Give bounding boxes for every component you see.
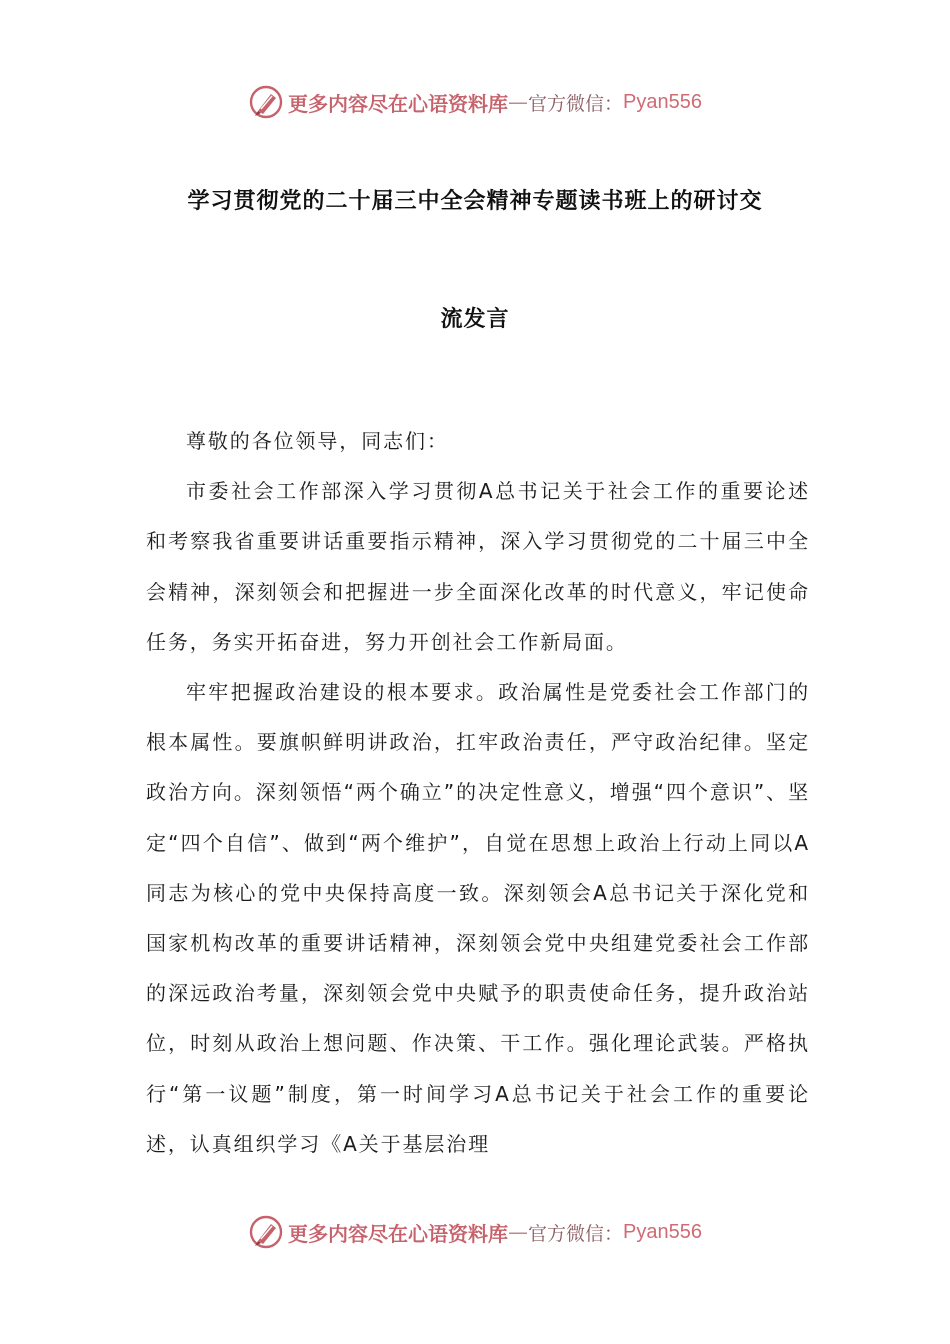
banner-site-name: 更多内容尽在心语资料库	[288, 1221, 508, 1246]
banner-site-name: 更多内容尽在心语资料库	[288, 91, 508, 116]
document-body	[146, 416, 810, 1169]
banner-separator: —	[508, 90, 528, 114]
pen-nib-logo-icon	[248, 1214, 284, 1250]
header-watermark-banner	[0, 82, 950, 122]
footer-watermark-banner	[0, 1212, 950, 1252]
banner-wechat-id: Pyan556	[623, 1220, 702, 1243]
intro-paragraph: 市委社会工作部深入学习贯彻A总书记关于社会工作的重要论述和考察我省重要讲话重要指示精神，深入学习贯彻党的二十届三中全会精神，深刻领会和把握进一步全面深化改革的时代意义，牢记使命任务，务实开拓奋进，努力开创社会工作新局面。	[146, 479, 810, 654]
document-title-line-1: 学习贯彻党的二十届三中全会精神专题读书班上的研讨交	[187, 189, 763, 214]
pen-nib-logo-icon	[248, 84, 284, 120]
document-title-line-2: 流发言	[440, 307, 510, 332]
salutation-paragraph: 尊敬的各位领导，同志们：	[186, 429, 449, 453]
political-construction-paragraph: 牢牢把握政治建设的根本要求。政治属性是党委社会工作部门的根本属性。要旗帜鲜明讲政治，扛牢政治责任，严守政治纪律。坚定政治方向。深刻领悟“两个确立”的决定性意义，增强“四个意识”、坚定“四个自信”、做到“两个维护”，自觉在思想上政治上行动上同以A同志为核心的党中央保持高度一致。深刻领会A总书记关于深化党和国家机构改革的重要讲话精神，深刻领会党中央组建党委社会工作部的深远政治考量，深刻领会党中央赋予的职责使命任务，提升政治站位，时刻从政治上想问题、作决策、干工作。强化理论武装。严格执行“第一议题”制度，第一时间学习A总书记关于社会工作的重要论述，认真组织学习《A关于基层治理	[146, 680, 810, 1156]
banner-wechat-id: Pyan556	[623, 90, 702, 113]
banner-separator: —	[508, 1220, 528, 1244]
banner-wechat-label: 官方微信：	[528, 92, 624, 115]
banner-wechat-label: 官方微信：	[528, 1222, 624, 1245]
